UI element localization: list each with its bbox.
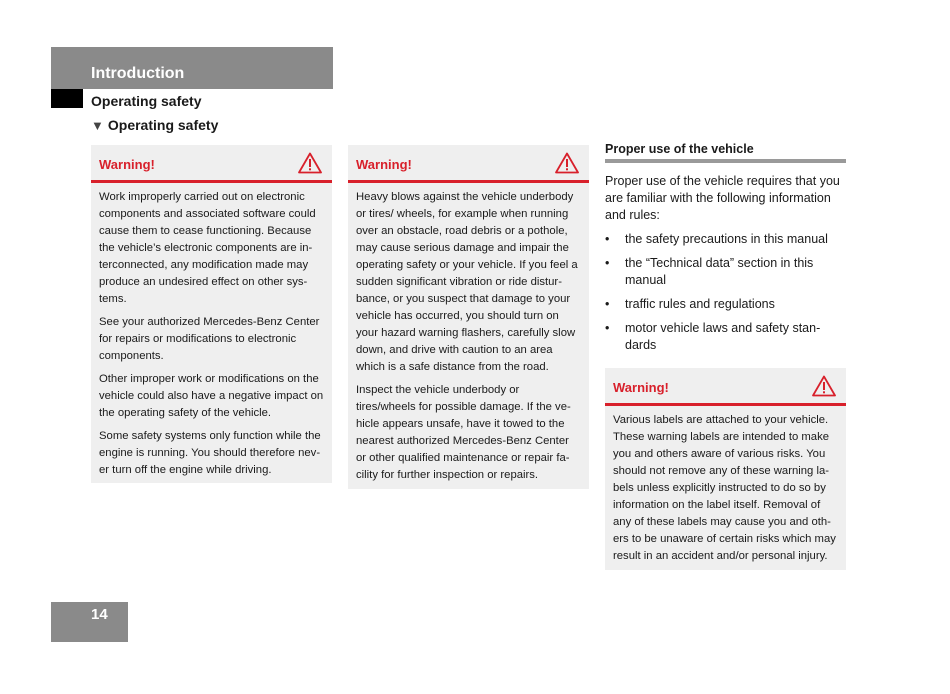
warning-body [91, 183, 332, 491]
warning-triangle-icon [812, 375, 836, 397]
page-number-box [51, 602, 128, 642]
warning-paragraph: Inspect the vehicle underbody or tires/wheels for possible damage. If the ve-hicle appears unsafe, have it towed to the nearest authorized Mercedes-Benz Center or other qualified maintenance or repair fa-cility for further inspection or repairs. [356, 384, 571, 481]
list-item-text: motor vehicle laws and safety stan-dards [625, 321, 821, 352]
bullet-icon: • [605, 232, 610, 246]
warning-paragraph: Work improperly carried out on electronic components and associated software could cause them to cease functioning. Because the vehicle’s electronic components are in-terconnected, any modification made may produce an undesired effect on other sys-tems. [99, 191, 316, 305]
warning-body [605, 406, 846, 577]
list-item [605, 320, 846, 354]
warning-paragraph: See your authorized Mercedes-Benz Center for repairs or modifications to electronic components. [99, 316, 320, 362]
header-band [51, 47, 333, 89]
chapter-title: Introduction [91, 65, 185, 82]
section-marker [51, 89, 83, 108]
list-item-text: traffic rules and regulations [625, 297, 775, 311]
proper-use-heading: Proper use of the vehicle [605, 141, 846, 163]
warning-triangle-icon [555, 152, 579, 174]
list-item [605, 231, 846, 248]
subsection-title: Operating safety [107, 117, 219, 133]
warning-header [348, 145, 589, 183]
warning-title: Warning! [356, 157, 412, 172]
warning-title: Warning! [99, 157, 155, 172]
warning-box-underbody [348, 145, 589, 489]
warning-box-labels [605, 368, 846, 570]
warning-header [605, 368, 846, 406]
warning-paragraph: Various labels are attached to your vehicle. These warning labels are intended to make you and others aware of various risks. You should not remove any of these warning la-bels unless explicitly instructed to do so by information on the label itself. Removal of any of these labels may cause you and oth-ers to be unaware of certain risks which may result in an accident and/or personal injury. [613, 414, 836, 562]
warning-paragraph: Other improper work or modifications on the vehicle could also have a negative impact on the operating safety of the vehicle. [99, 373, 324, 419]
triangle-marker-icon: ▼ [91, 118, 104, 133]
warning-paragraph: Some safety systems only function while the engine is running. You should therefore nev-er turn off the engine while driving. [99, 430, 321, 476]
list-item-text: the “Technical data” section in this manual [625, 256, 814, 287]
warning-body [348, 183, 589, 496]
bullet-icon: • [605, 256, 610, 270]
proper-use-list [605, 231, 846, 361]
warning-triangle-icon [298, 152, 322, 174]
warning-title: Warning! [613, 380, 669, 395]
warning-header [91, 145, 332, 183]
bullet-icon: • [605, 321, 610, 335]
page-number: 14 [91, 606, 108, 623]
bullet-icon: • [605, 297, 610, 311]
warning-paragraph: Heavy blows against the vehicle underbody or tires/ wheels, for example when running over an obstacle, road debris or a pothole, may cause serious damage and impair the operating safety or your vehicle. If you feel a sudden significant vibration or ride distur-bance, or you suspect that damage to your vehicle has occurred, you should turn on your hazard warning flashers, carefully slow down, and drive with caution to an area which is a safe distance from the road. [356, 191, 578, 373]
list-item [605, 296, 846, 313]
proper-use-intro: Proper use of the vehicle requires that you are familiar with the following information and rules: [605, 174, 840, 222]
list-item-text: the safety precautions in this manual [625, 232, 828, 246]
list-item [605, 255, 846, 289]
warning-box-electronics [91, 145, 332, 483]
subsection-heading [91, 116, 218, 135]
section-label: Operating safety [91, 93, 202, 109]
